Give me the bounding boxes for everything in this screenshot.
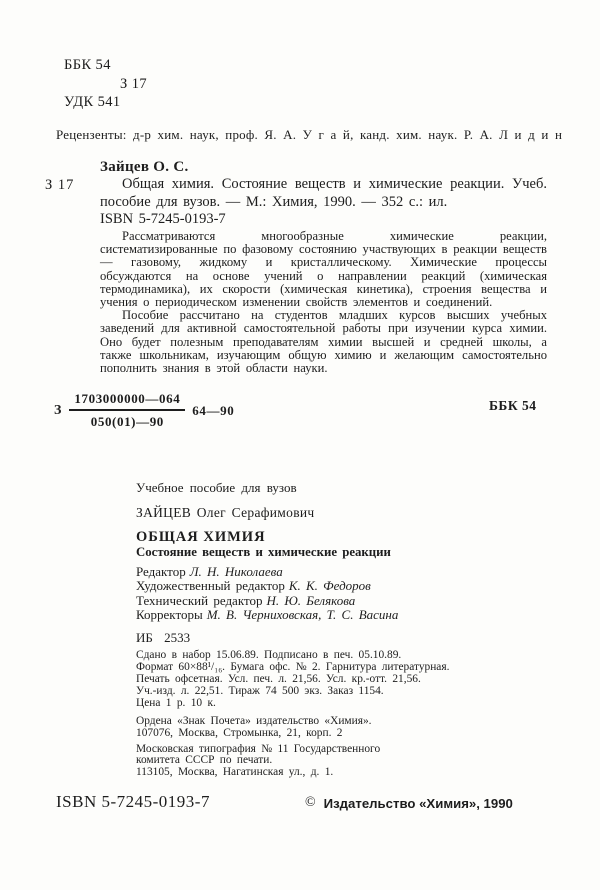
bbk-code: ББК 54 bbox=[64, 57, 111, 73]
reviewers-line: Рецензенты: д-р хим. наук, проф. Я. А. У г а й, канд. хим. наук. Р. А. Л и д и н bbox=[56, 127, 563, 142]
publisher-line: 107076, Москва, Стромынка, 21, корп. 2 bbox=[136, 726, 343, 739]
print-info-line: Уч.-изд. л. 22,51. Тираж 74 500 экз. Заказ 1154. bbox=[136, 685, 384, 697]
editor-role: Технический редактор bbox=[136, 592, 263, 608]
catalog-formula-suffix: 64—90 bbox=[192, 402, 235, 418]
footer-copyright bbox=[305, 795, 513, 811]
print-info-line: Сдано в набор 15.06.89. Подписано в печ. 05.10.89. bbox=[136, 649, 402, 661]
printer-line: Московская типография № 11 Государственного bbox=[136, 743, 381, 755]
classification-codes bbox=[64, 56, 147, 112]
annotation bbox=[100, 230, 547, 375]
catalog-entry-isbn: ISBN 5-7245-0193-7 bbox=[100, 211, 226, 228]
copyright-icon: © bbox=[305, 795, 316, 810]
book-subtitle: Состояние веществ и химические реакции bbox=[136, 545, 391, 559]
author-sign-code: З 17 bbox=[120, 75, 147, 92]
catalog-entry-author: Зайцев О. С. bbox=[100, 159, 189, 175]
print-info-block bbox=[136, 649, 449, 709]
series-note: Учебное пособие для вузов bbox=[136, 480, 297, 495]
copyright-text: Издательство «Химия», 1990 bbox=[323, 795, 513, 811]
printer-line: 113105, Москва, Нагатинская ул., д. 1. bbox=[136, 765, 334, 778]
book-title: ОБЩАЯ ХИМИЯ bbox=[136, 529, 266, 545]
catalog-formula-bbk: ББК 54 bbox=[489, 398, 537, 413]
catalog-formula-denominator: 050(01)—90 bbox=[90, 414, 164, 429]
catalog-formula bbox=[54, 391, 234, 430]
ib-number: ИБ 2533 bbox=[136, 630, 191, 645]
catalog-formula-prefix: З bbox=[54, 402, 62, 418]
publisher-block bbox=[136, 716, 372, 739]
editor-names: Н. Ю. Белякова bbox=[266, 592, 356, 608]
editor-line bbox=[136, 608, 398, 622]
editor-line bbox=[136, 594, 398, 608]
udk-code: УДК 541 bbox=[64, 94, 121, 110]
catalog-entry-text bbox=[100, 176, 547, 229]
print-info-line: Цена 1 р. 10 к. bbox=[136, 697, 216, 709]
annotation-paragraph-1: Рассматриваются многообразные химические реакции, систематизированные по фазовому состоянию участвующих в реакции веществ — газовому, жидкому и кристаллическому. Химические процессы обсуждаются на основе учений о направлении реакций (химическая термодинамика), их скорости (химическая кинетика), строения вещества и учения о периодическом изменении свойств элементов и соединений. bbox=[100, 229, 547, 310]
editor-role: Художественный редактор bbox=[136, 578, 285, 594]
catalog-entry-code: З 17 bbox=[45, 177, 75, 193]
print-info-line: Печать офсетная. Усл. печ. л. 21,56. Усл. кр.-отт. 21,56. bbox=[136, 673, 421, 685]
editors-block bbox=[136, 565, 398, 622]
author-full-name: ЗАЙЦЕВ Олег Серафимович bbox=[136, 505, 315, 520]
printer-block bbox=[136, 744, 380, 778]
editor-names: М. В. Черниховская, Т. С. Васина bbox=[206, 606, 399, 622]
editor-role: Редактор bbox=[136, 564, 186, 579]
catalog-entry-description: Общая химия. Состояние веществ и химические реакции. Учеб. пособие для вузов. — М.: Химия, 1990. — 352 с.: ил. bbox=[100, 176, 547, 210]
print-info-line: Формат 60×88¹/₁₆. Бумага офс. № 2. Гарнитура литературная. bbox=[136, 661, 450, 673]
editor-line bbox=[136, 565, 398, 579]
publisher-line: Ордена «Знак Почета» издательство «Химия». bbox=[136, 715, 372, 727]
editor-names: К. К. Федоров bbox=[288, 578, 371, 594]
editor-role: Корректоры bbox=[136, 606, 203, 622]
annotation-paragraph-2: Пособие рассчитано на студентов младших курсов высших учебных заведений для активной самостоятельной работы при изучении курса химии. Оно будет полезным преподавателям химии высшей и средней школы, а также школьникам, изучающим общую химию и желающим самостоятельно пополнить знания в этой области науки. bbox=[100, 308, 547, 376]
printer-line: комитета СССР по печати. bbox=[136, 754, 273, 767]
editor-names: Л. Н. Николаева bbox=[189, 564, 283, 579]
editor-line bbox=[136, 579, 398, 593]
catalog-formula-numerator: 1703000000—064 bbox=[69, 391, 185, 411]
catalog-formula-fraction bbox=[69, 391, 185, 430]
footer-isbn: ISBN 5-7245-0193-7 bbox=[56, 792, 210, 811]
